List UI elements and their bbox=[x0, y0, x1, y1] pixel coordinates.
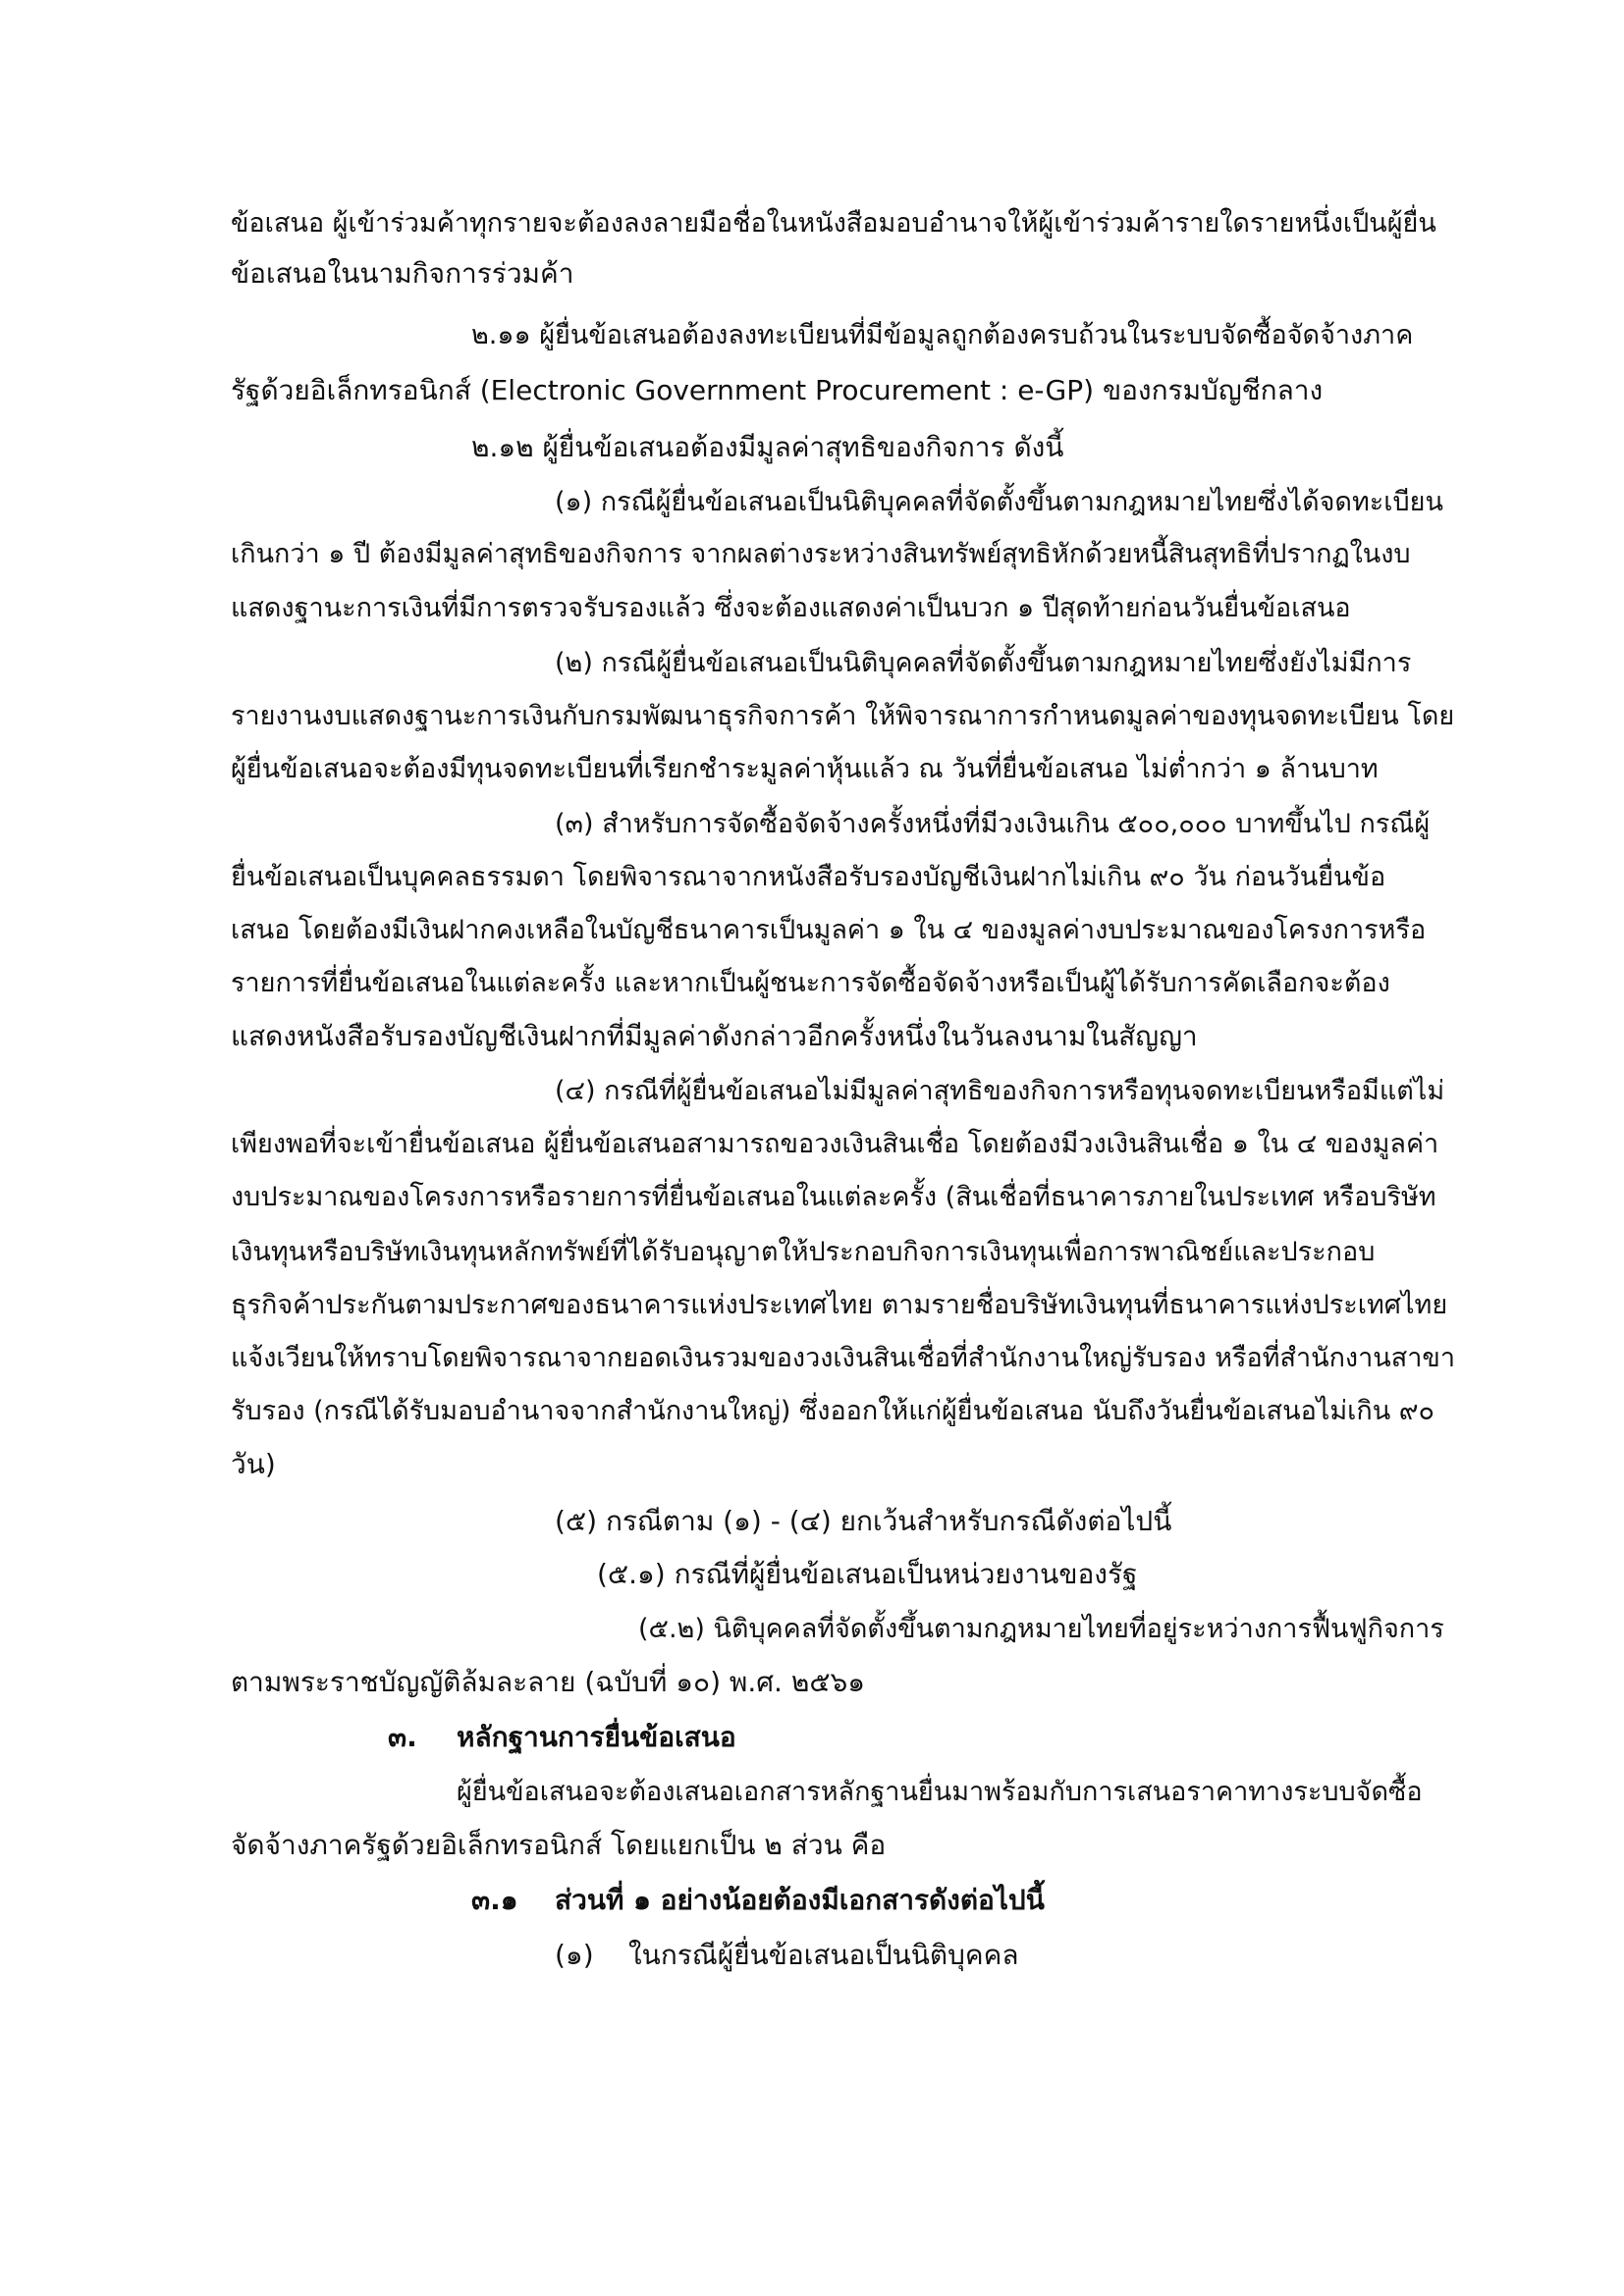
text-line: เพียงพอที่จะเข้ายื่นข้อเสนอ ผู้ยื่นข้อเสนอสามารถขอวงเงินสินเชื่อ โดยต้องมีวงเงินสินเชื่อ ๑ ใน ๔ ของมูลค่า bbox=[231, 1129, 1439, 1159]
section-2-12: ๒.๑๒ ผู้ยื่นข้อเสนอต้องมีมูลค่าสุทธิของกิจการ ดังนี้ bbox=[471, 431, 1064, 463]
text-line: แสดงฐานะการเงินที่มีการตรวจรับรองแล้ว ซึ่งจะต้องแสดงค่าเป็นบวก ๑ ปีสุดท้ายก่อนวันยื่นข้อเสนอ bbox=[231, 593, 1351, 623]
text-line: แจ้งเวียนให้ทราบโดยพิจารณาจากยอดเงินรวมของวงเงินสินเชื่อที่สำนักงานใหญ่รับรอง หรือที่สำนักงานสาขา bbox=[231, 1343, 1455, 1373]
text-line: ผู้ยื่นข้อเสนอจะต้องมีทุนจดทะเบียนที่เรียกชำระมูลค่าหุ้นแล้ว ณ วันที่ยื่นข้อเสนอ ไม่ต่ำกว่า ๑ ล้านบาท bbox=[231, 754, 1379, 784]
item-1: (๑) กรณีผู้ยื่นข้อเสนอเป็นนิติบุคคลที่จัดตั้งขึ้นตามกฎหมายไทยซึ่งได้จดทะเบียน bbox=[555, 487, 1443, 517]
text-line: รายการที่ยื่นข้อเสนอในแต่ละครั้ง และหากเป็นผู้ชนะการจัดซื้อจัดจ้างหรือเป็นผู้ได้รับการคัดเลือกจะต้อง bbox=[231, 968, 1390, 998]
section-3-number: ๓. bbox=[388, 1721, 417, 1753]
text-line: ตามพระราชบัญญัติล้มละลาย (ฉบับที่ ๑๐) พ.ศ. ๒๕๖๑ bbox=[231, 1666, 866, 1698]
text-line: แสดงหนังสือรับรองบัญชีเงินฝากที่มีมูลค่าดังกล่าวอีกครั้งหนึ่งในวันลงนามในสัญญา bbox=[231, 1020, 1198, 1052]
item-3: (๓) สำหรับการจัดซื้อจัดจ้างครั้งหนึ่งที่มีวงเงินเกิน ๕๐๐,๐๐๐ บาทขึ้นไป กรณีผู้ bbox=[555, 809, 1431, 839]
item-2: (๒) กรณีผู้ยื่นข้อเสนอเป็นนิติบุคคลที่จัดตั้งขึ้นตามกฎหมายไทยซึ่งยังไม่มีการ bbox=[555, 648, 1412, 678]
item-text: ในกรณีผู้ยื่นข้อเสนอเป็นนิติบุคคล bbox=[628, 1939, 1019, 1971]
text-line: ยื่นข้อเสนอเป็นบุคคลธรรมดา โดยพิจารณาจากหนังสือรับรองบัญชีเงินฝากไม่เกิน ๙๐ วัน ก่อนวันยื่นข้อ bbox=[231, 862, 1386, 892]
section-3-1-heading: ส่วนที่ ๑ อย่างน้อยต้องมีเอกสารดังต่อไปนี้ bbox=[555, 1884, 1045, 1916]
text-line: เสนอ โดยต้องมีเงินฝากคงเหลือในบัญชีธนาคารเป็นมูลค่า ๑ ใน ๔ ของมูลค่างบประมาณของโครงการหรือ bbox=[231, 915, 1427, 945]
section-3-1-number: ๓.๑ bbox=[471, 1884, 518, 1916]
text-line: ข้อเสนอ ผู้เข้าร่วมค้าทุกรายจะต้องลงลายมือชื่อในหนังสือมอบอำนาจให้ผู้เข้าร่วมค้ารายใดรายหนึ่งเป็นผู้ยื่น bbox=[231, 208, 1436, 239]
text-line: ข้อเสนอในนามกิจการร่วมค้า bbox=[231, 257, 574, 290]
text-line: เกินกว่า ๑ ปี ต้องมีมูลค่าสุทธิของกิจการ จากผลต่างระหว่างสินทรัพย์สุทธิหักด้วยหนี้สินสุทธิที่ปรากฏในงบ bbox=[231, 539, 1411, 569]
text-line: จัดจ้างภาครัฐด้วยอิเล็กทรอนิกส์ โดยแยกเป็น ๒ ส่วน คือ bbox=[231, 1829, 887, 1861]
text-line: ธุรกิจค้าประกันตามประกาศของธนาคารแห่งประเทศไทย ตามรายชื่อบริษัทเงินทุนที่ธนาคารแห่งประเทศไทย bbox=[231, 1290, 1448, 1320]
item-4: (๔) กรณีที่ผู้ยื่นข้อเสนอไม่มีมูลค่าสุทธิของกิจการหรือทุนจดทะเบียนหรือมีแต่ไม่ bbox=[555, 1076, 1445, 1106]
section-2-11: ๒.๑๑ ผู้ยื่นข้อเสนอต้องลงทะเบียนที่มีข้อมูลถูกต้องครบถ้วนในระบบจัดซื้อจัดจ้างภาค bbox=[471, 320, 1414, 350]
text-line: รัฐด้วยอิเล็กทรอนิกส์ (Electronic Government Procurement : e-GP) ของกรมบัญชีกลาง bbox=[231, 374, 1324, 406]
text-line: ผู้ยื่นข้อเสนอจะต้องเสนอเอกสารหลักฐานยื่นมาพร้อมกับการเสนอราคาทางระบบจัดซื้อ bbox=[457, 1777, 1423, 1807]
text-line: รับรอง (กรณีได้รับมอบอำนาจจากสำนักงานใหญ่) ซึ่งออกให้แก่ผู้ยื่นข้อเสนอ นับถึงวันยื่นข้อเสนอไม่เกิน ๙๐ bbox=[231, 1396, 1435, 1426]
item-5: (๕) กรณีตาม (๑) - (๔) ยกเว้นสำหรับกรณีดังต่อไปนี้ bbox=[555, 1505, 1172, 1537]
text-line: เงินทุนหรือบริษัทเงินทุนหลักทรัพย์ที่ได้รับอนุญาตให้ประกอบกิจการเงินทุนเพื่อการพาณิชย์และประกอบ bbox=[231, 1237, 1376, 1267]
section-3-heading: หลักฐานการยื่นข้อเสนอ bbox=[457, 1721, 736, 1753]
text-line: รายงานงบแสดงฐานะการเงินกับกรมพัฒนาธุรกิจการค้า ให้พิจารณาการกำหนดมูลค่าของทุนจดทะเบียน โดย bbox=[231, 701, 1455, 731]
text-line: วัน) bbox=[231, 1448, 276, 1480]
item-number: (๑) bbox=[555, 1939, 594, 1971]
item-5-2: (๕.๒) นิติบุคคลที่จัดตั้งขึ้นตามกฎหมายไทยที่อยู่ระหว่างการฟื้นฟูกิจการ bbox=[638, 1614, 1444, 1644]
item-5-1: (๕.๑) กรณีที่ผู้ยื่นข้อเสนอเป็นหน่วยงานของรัฐ bbox=[597, 1558, 1138, 1590]
text-line: งบประมาณของโครงการหรือรายการที่ยื่นข้อเสนอในแต่ละครั้ง (สินเชื่อที่ธนาคารภายในประเทศ หรือบริษัท bbox=[231, 1182, 1436, 1212]
